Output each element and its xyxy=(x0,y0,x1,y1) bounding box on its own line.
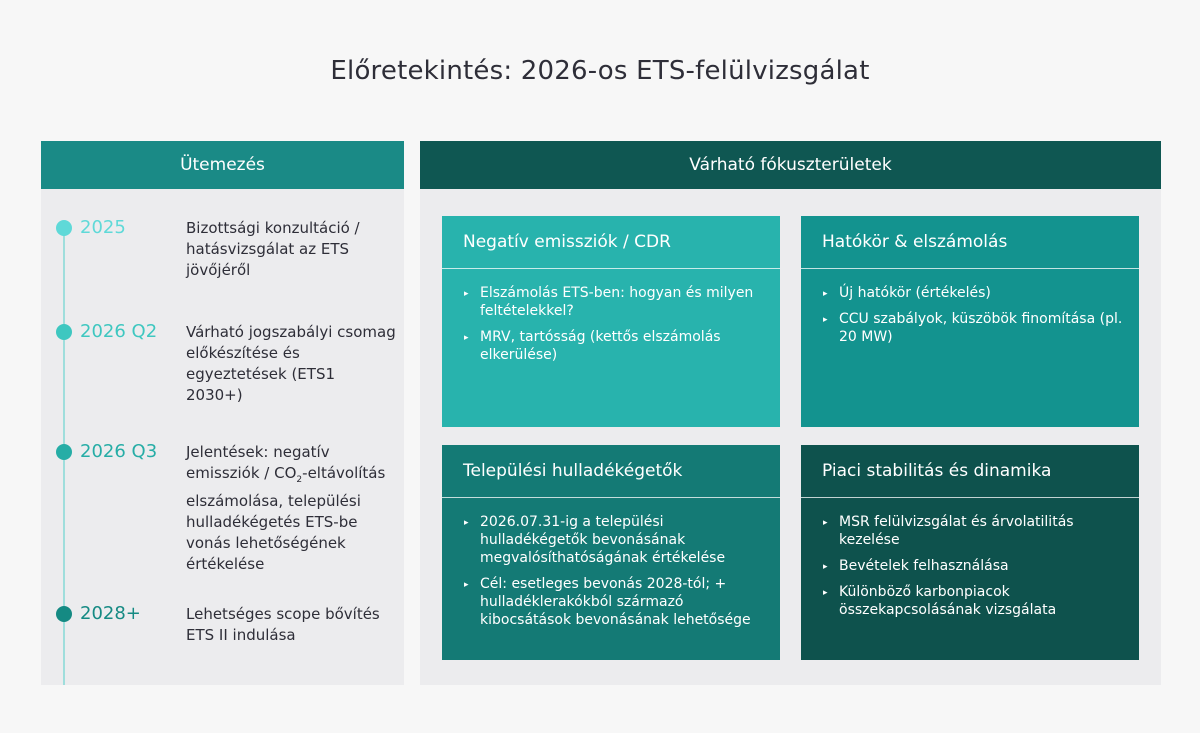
bullet-icon: ▸ xyxy=(823,562,828,572)
focus-card-scope-accounting xyxy=(801,216,1139,427)
focus-card-market-stability xyxy=(801,445,1139,660)
bullet-text: Bevételek felhasználása xyxy=(839,558,1009,574)
bullet-icon: ▸ xyxy=(464,333,469,343)
bullet-text: MSR felülvizsgálat és árvolatilitás kezelése xyxy=(839,514,1074,548)
timeline-dot xyxy=(56,606,72,622)
bullet-text: Különböző karbonpiacok összekapcsolásának vizsgálata xyxy=(839,584,1057,618)
timeline-year: 2028+ xyxy=(80,603,141,624)
focus-card-waste-incinerators xyxy=(442,445,780,660)
bullet-text: MRV, tartósság (kettős elszámolás elkerülése) xyxy=(480,329,721,363)
card-title: Negatív emissziók / CDR xyxy=(442,216,780,269)
focus-panel xyxy=(420,141,1161,685)
card-bullet xyxy=(464,284,766,320)
timeline-year: 2026 Q2 xyxy=(80,321,158,342)
timeline-text: Lehetséges scope bővítés ETS II indulása xyxy=(186,605,380,644)
bullet-icon: ▸ xyxy=(823,289,828,299)
bullet-icon: ▸ xyxy=(823,315,828,325)
timeline-dot xyxy=(56,220,72,236)
card-bullet-list xyxy=(442,269,780,364)
timeline-year: 2026 Q3 xyxy=(80,441,158,462)
focus-card-negative-emissions xyxy=(442,216,780,427)
schedule-panel xyxy=(41,141,404,685)
bullet-icon: ▸ xyxy=(823,588,828,598)
card-title: Piaci stabilitás és dinamika xyxy=(801,445,1139,498)
timeline-text-part: Jelentések: negatív emissziók / CO xyxy=(186,443,330,482)
card-bullet-list xyxy=(442,498,780,629)
card-bullet-list xyxy=(801,269,1139,346)
bullet-icon: ▸ xyxy=(464,518,469,528)
bullet-icon: ▸ xyxy=(823,518,828,528)
bullet-icon: ▸ xyxy=(464,289,469,299)
timeline-dot xyxy=(56,444,72,460)
card-bullet xyxy=(823,513,1125,549)
card-title: Települési hulladékégetők xyxy=(442,445,780,498)
bullet-text: Elszámolás ETS-ben: hogyan és milyen feltételekkel? xyxy=(480,285,754,319)
card-bullet xyxy=(823,557,1125,575)
bullet-text: Új hatókör (értékelés) xyxy=(839,285,991,301)
card-bullet xyxy=(464,328,766,364)
timeline-text xyxy=(186,442,396,575)
card-bullet xyxy=(464,513,766,567)
bullet-text: 2026.07.31-ig a települési hulladékégetők bevonásának megvalósíthatóságának értékelése xyxy=(480,514,726,566)
card-bullet xyxy=(823,284,1125,302)
timeline-text: Bizottsági konzultáció / hatásvizsgálat az ETS jövőjéről xyxy=(186,219,360,279)
bullet-text: Cél: esetleges bevonás 2028-tól; + hulladéklerakókból származó kibocsátások bevonásának lehetősége xyxy=(480,576,751,628)
timeline-year: 2025 xyxy=(80,217,126,238)
timeline-text: Várható jogszabályi csomag előkészítése és egyeztetések (ETS1 2030+) xyxy=(186,323,396,404)
schedule-header: Ütemezés xyxy=(41,141,404,189)
co2-subscript: 2 xyxy=(296,475,303,485)
timeline-dot xyxy=(56,324,72,340)
card-title: Hatókör & elszámolás xyxy=(801,216,1139,269)
bullet-icon: ▸ xyxy=(464,580,469,590)
card-bullet xyxy=(823,583,1125,619)
card-bullet-list xyxy=(801,498,1139,619)
timeline-text-part: -eltávolítás elszámolása, települési hulladékégetés ETS-be vonás lehetőségének értékelése xyxy=(186,464,386,573)
focus-header: Várható fókuszterületek xyxy=(420,141,1161,189)
bullet-text: CCU szabályok, küszöbök finomítása (pl. 20 MW) xyxy=(839,311,1123,345)
page-title: Előretekintés: 2026-os ETS-felülvizsgálat xyxy=(330,56,870,86)
card-bullet xyxy=(464,575,766,629)
card-bullet xyxy=(823,310,1125,346)
